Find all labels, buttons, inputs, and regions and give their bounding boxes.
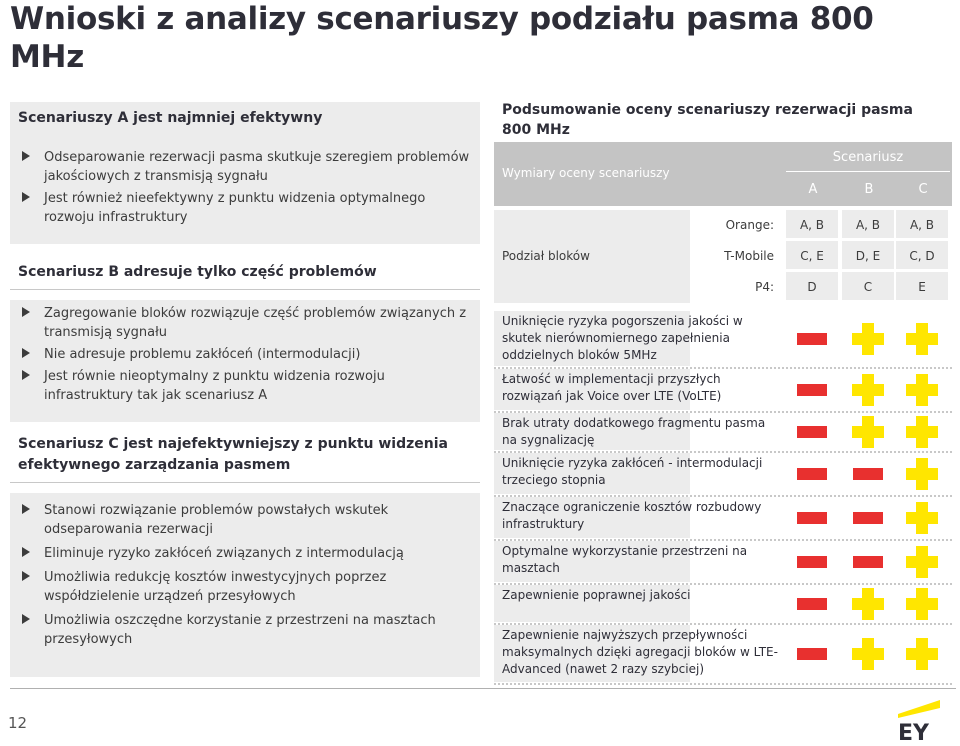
arrow-bullet-icon [22, 504, 30, 514]
plus-bar-vertical [862, 638, 874, 670]
plus-icon [906, 374, 938, 406]
plus-bar-vertical [916, 323, 928, 355]
operator-blocks: C [863, 280, 873, 294]
operator-blocks: D [807, 280, 817, 294]
list-item: Jest równie nieoptymalny z punktu widzenia rozwoju infrastruktury tak jak scenariusz A [18, 367, 472, 405]
minus-icon [853, 512, 883, 524]
plus-icon [852, 416, 884, 448]
minus-icon [797, 468, 827, 480]
arrow-bullet-icon [22, 571, 30, 581]
summary-title: Podsumowanie oceny scenariuszy rezerwacji pasma 800 MHz [502, 102, 913, 138]
operator-name: Orange: [725, 218, 774, 232]
list-item: Nie adresuje problemu zakłóceń (intermodulacji) [18, 345, 472, 364]
minus-icon [797, 384, 827, 396]
criterion-label: Zapewnienie najwyższych przepływności maksymalnych dzięki agregacji bloków w LTE-Advanced (nawet 2 razy szybciej) [502, 628, 778, 676]
plus-icon [852, 374, 884, 406]
block-split-label: Podział bloków [502, 249, 590, 263]
page-title: Wnioski z analizy scenariuszy podziału pasma 800 MHz [10, 1, 874, 75]
list-item: Umożliwia oszczędne korzystanie z przestrzeni na masztach przesyłowych [18, 611, 472, 649]
section-b-list [10, 300, 480, 422]
operator-name: P4: [755, 280, 774, 294]
minus-icon [797, 512, 827, 524]
plus-icon [906, 416, 938, 448]
page-number: 12 [8, 714, 28, 732]
arrow-bullet-icon [22, 151, 30, 161]
plus-icon [906, 458, 938, 490]
minus-icon [797, 333, 827, 345]
list-item: Odseparowanie rezerwacji pasma skutkuje szeregiem problemów jakościowych z transmisją sygnału [18, 148, 472, 186]
plus-bar-vertical [916, 502, 928, 534]
operator-blocks: A, B [855, 218, 881, 232]
minus-icon [797, 598, 827, 610]
plus-icon [906, 502, 938, 534]
conclusions-panel [10, 102, 480, 677]
section-c-list [10, 493, 480, 677]
plus-icon [906, 546, 938, 578]
summary-panel [494, 100, 952, 678]
arrow-bullet-icon [22, 547, 30, 557]
scenario-label: Scenariusz [786, 150, 950, 172]
minus-icon [797, 556, 827, 568]
list-item: Stanowi rozwiązanie problemów powstałych wskutek odseparowania rezerwacji [18, 501, 472, 539]
section-c-heading: Scenariusz C jest najefektywniejszy z punktu widzenia efektywnego zarządzania pasmem [10, 434, 480, 483]
section-a-heading: Scenariuszy A jest najmniej efektywny [10, 102, 480, 138]
list-item: Umożliwia redukcję kosztów inwestycyjnych poprzez współdzielenie urządzeń przesyłowych [18, 568, 472, 606]
scenario-header-c: C [918, 182, 928, 197]
plus-bar-vertical [916, 416, 928, 448]
plus-bar-vertical [862, 374, 874, 406]
plus-icon [906, 323, 938, 355]
list-item: Jest również nieefektywny z punktu widzenia optymalnego rozwoju infrastruktury [18, 189, 472, 227]
minus-icon [797, 426, 827, 438]
minus-icon [853, 468, 883, 480]
plus-bar-vertical [916, 546, 928, 578]
criterion-label: Zapewnienie poprawnej jakości [502, 588, 691, 602]
svg-text:EY: EY [898, 721, 929, 742]
arrow-bullet-icon [22, 348, 30, 358]
plus-icon [906, 638, 938, 670]
section-a-list [10, 138, 480, 244]
ey-logo [896, 696, 942, 742]
plus-bar-vertical [916, 638, 928, 670]
scenario-header-a: A [808, 182, 818, 197]
dims-label: Wymiary oceny scenariuszy [502, 166, 670, 180]
criterion-label: Uniknięcie ryzyka zakłóceń - intermodulacji trzeciego stopnia [502, 456, 763, 487]
operator-blocks: E [918, 280, 926, 294]
criterion-label: Łatwość w implementacji przyszłych rozwiązań jak Voice over LTE (VoLTE) [502, 372, 722, 403]
plus-icon [852, 588, 884, 620]
arrow-bullet-icon [22, 192, 30, 202]
list-item: Eliminuje ryzyko zakłóceń związanych z intermodulacją [18, 544, 472, 563]
plus-bar-vertical [862, 416, 874, 448]
arrow-bullet-icon [22, 370, 30, 380]
criterion-label: Brak utraty dodatkowego fragmentu pasma na sygnalizację [502, 416, 766, 447]
evaluation-matrix [494, 142, 952, 678]
plus-bar-vertical [916, 588, 928, 620]
plus-bar-vertical [916, 458, 928, 490]
operator-name: T-Mobile [724, 249, 774, 263]
operator-blocks: D, E [855, 249, 881, 263]
plus-icon [852, 323, 884, 355]
plus-bar-vertical [862, 323, 874, 355]
section-b-heading: Scenariusz B adresuje tylko część problemów [10, 256, 480, 290]
operator-blocks: C, D [909, 249, 935, 263]
operator-blocks: A, B [799, 218, 825, 232]
minus-icon [797, 648, 827, 660]
footer-divider [10, 688, 956, 689]
operator-blocks: A, B [909, 218, 935, 232]
plus-bar-vertical [916, 374, 928, 406]
criterion-label: Uniknięcie ryzyka pogorszenia jakości w skutek nierównomiernego zapełnienia oddzielnych bloków 5MHz [502, 314, 743, 362]
arrow-bullet-icon [22, 307, 30, 317]
criterion-label: Optymalne wykorzystanie przestrzeni na masztach [502, 544, 748, 575]
arrow-bullet-icon [22, 614, 30, 624]
row-divider [494, 683, 952, 685]
plus-icon [906, 588, 938, 620]
operator-blocks: C, E [800, 249, 824, 263]
plus-icon [852, 638, 884, 670]
criterion-label: Znaczące ograniczenie kosztów rozbudowy infrastruktury [502, 500, 762, 531]
minus-icon [853, 556, 883, 568]
list-item: Zagregowanie bloków rozwiązuje część problemów związanych z transmisją sygnału [18, 304, 472, 342]
plus-bar-vertical [862, 588, 874, 620]
scenario-header-b: B [864, 182, 874, 197]
